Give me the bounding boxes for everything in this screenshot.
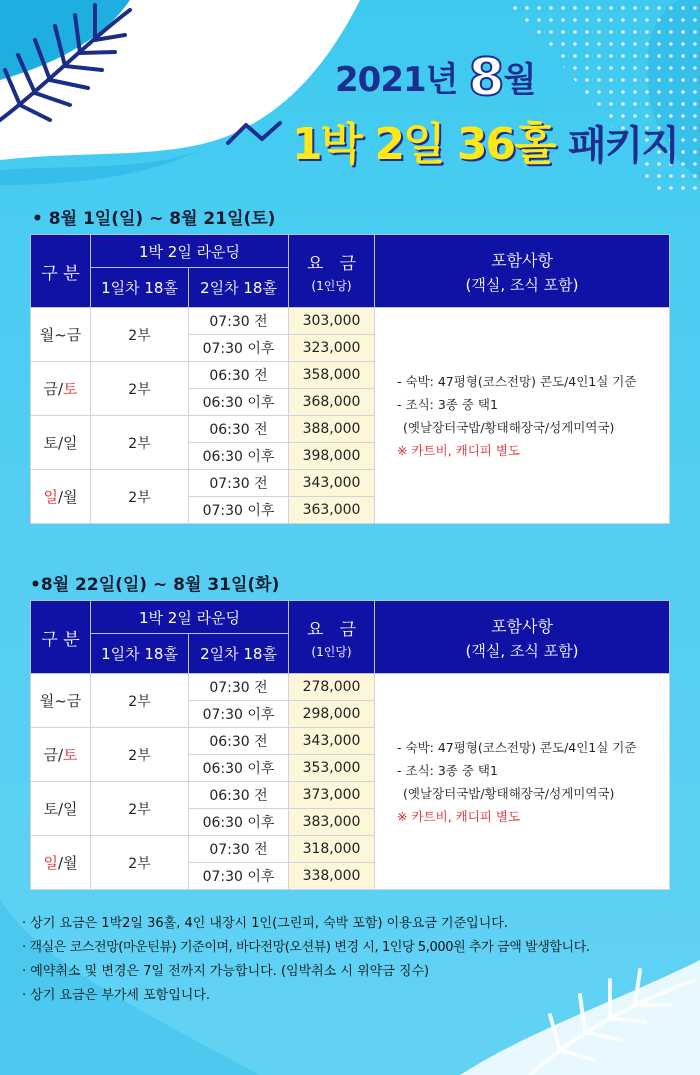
day1-part: 2부	[91, 416, 189, 470]
header-fee-label: 요 금	[306, 253, 357, 274]
day-label-rest: /월	[57, 854, 78, 872]
tee-time: 06:30 이후	[189, 389, 289, 416]
notes-list	[22, 912, 590, 1008]
header-inclusions-label: 포함사항	[491, 616, 553, 636]
inclusion-item: - 숙박: 47평형(코스전망) 콘도/4인1실 기준	[397, 373, 637, 389]
header-fee	[289, 235, 375, 308]
fee-value: 278,000	[289, 674, 375, 701]
fee-value: 318,000	[289, 836, 375, 863]
day1-part: 2부	[91, 470, 189, 524]
header-fee-sub: (1인당)	[311, 644, 352, 659]
inclusion-item: (옛날장터국밥/황태해장국/성게미역국)	[403, 785, 615, 801]
header-category: 구 분	[31, 235, 91, 308]
header-year-line	[335, 48, 535, 108]
year-prefix: 2021년	[335, 60, 458, 100]
day-cell	[31, 362, 91, 416]
inclusion-note: ※ 카트비, 캐디피 별도	[397, 442, 520, 458]
inclusion-note: ※ 카트비, 캐디피 별도	[397, 808, 520, 824]
fee-value: 298,000	[289, 701, 375, 728]
fee-value: 368,000	[289, 389, 375, 416]
tee-time: 06:30 전	[189, 416, 289, 443]
day-label: 토/일	[43, 434, 78, 452]
package-title	[292, 108, 678, 172]
inclusion-item: - 조식: 3종 중 택1	[397, 396, 498, 412]
day-label: 일	[43, 488, 58, 506]
header-inclusions	[375, 601, 670, 674]
inclusion-item: (옛날장터국밥/황태해장국/성게미역국)	[403, 419, 615, 435]
header-day1: 1일차 18홀	[91, 634, 189, 674]
day-label: 월~금	[39, 326, 82, 344]
day-label: 금/	[43, 746, 64, 764]
tee-time: 06:30 이후	[189, 443, 289, 470]
palm-leaf-icon	[0, 0, 160, 160]
header-round: 1박 2일 라운딩	[91, 601, 289, 634]
day-cell	[31, 308, 91, 362]
note-item: · 상기 요금은 부가세 포함입니다.	[22, 988, 211, 1003]
day-cell	[31, 470, 91, 524]
zigzag-arrow-icon	[226, 117, 282, 147]
tee-time: 06:30 전	[189, 782, 289, 809]
header-inclusions-sub: (객실, 조식 포함)	[465, 275, 579, 294]
day-label-rest: /월	[57, 488, 78, 506]
tee-time: 06:30 전	[189, 728, 289, 755]
tee-time: 07:30 이후	[189, 497, 289, 524]
fee-value: 388,000	[289, 416, 375, 443]
fee-value: 353,000	[289, 755, 375, 782]
day-cell	[31, 728, 91, 782]
day-cell	[31, 782, 91, 836]
fee-value: 363,000	[289, 497, 375, 524]
header-inclusions-sub: (객실, 조식 포함)	[465, 641, 579, 660]
fee-value: 383,000	[289, 809, 375, 836]
note-item: · 상기 요금은 1박2일 36홀, 4인 내장시 1인(그린피, 숙박 포함) 이용요금 기준입니다.	[22, 916, 508, 931]
day-label: 금/	[43, 380, 64, 398]
day1-part: 2부	[91, 836, 189, 890]
table-row	[31, 308, 670, 335]
day1-part: 2부	[91, 728, 189, 782]
fee-value: 323,000	[289, 335, 375, 362]
day1-part: 2부	[91, 362, 189, 416]
fee-value: 343,000	[289, 728, 375, 755]
note-item: · 객실은 코스전망(마운틴뷰) 기준이며, 바다전망(오션뷰) 변경 시, 1인당 5,000원 추가 금액 발생합니다.	[22, 940, 590, 955]
dotted-circle-decoration	[163, 40, 203, 80]
day-cell	[31, 674, 91, 728]
header-day2: 2일차 18홀	[189, 268, 289, 308]
day-label: 토/일	[43, 800, 78, 818]
tee-time: 07:30 이후	[189, 701, 289, 728]
header-fee-label: 요 금	[306, 619, 357, 640]
tee-time: 06:30 전	[189, 362, 289, 389]
header-day1: 1일차 18홀	[91, 268, 189, 308]
header-category: 구 분	[31, 601, 91, 674]
tee-time: 07:30 전	[189, 836, 289, 863]
day-label-weekend: 토	[63, 746, 78, 764]
package-title-highlight: 1박 2일 36홀	[292, 119, 555, 170]
day1-part: 2부	[91, 674, 189, 728]
tee-time: 07:30 이후	[189, 863, 289, 890]
day1-part: 2부	[91, 782, 189, 836]
month-number: 8	[468, 48, 504, 108]
day-label: 월~금	[39, 692, 82, 710]
fee-value: 373,000	[289, 782, 375, 809]
day-label: 일	[43, 854, 58, 872]
header-fee-sub: (1인당)	[311, 278, 352, 293]
tee-time: 07:30 전	[189, 674, 289, 701]
day-label-weekend: 토	[63, 380, 78, 398]
package-title-suffix: 패키지	[567, 123, 678, 169]
month-suffix: 월	[503, 60, 536, 100]
section-title-2: •8월 22일(일) ~ 8월 31일(화)	[30, 575, 280, 595]
header-inclusions	[375, 235, 670, 308]
tee-time: 07:30 전	[189, 470, 289, 497]
note-item: · 예약취소 및 변경은 7일 전까지 가능합니다. (임박취소 시 위약금 징수)	[22, 964, 430, 979]
fee-value: 303,000	[289, 308, 375, 335]
tee-time: 07:30 전	[189, 308, 289, 335]
tee-time: 07:30 이후	[189, 335, 289, 362]
fee-value: 398,000	[289, 443, 375, 470]
header-fee	[289, 601, 375, 674]
tee-time: 06:30 이후	[189, 809, 289, 836]
tee-time: 06:30 이후	[189, 755, 289, 782]
day-cell	[31, 416, 91, 470]
inclusion-item: - 숙박: 47평형(코스전망) 콘도/4인1실 기준	[397, 739, 637, 755]
price-table-1	[30, 234, 670, 524]
price-table-2	[30, 600, 670, 890]
inclusion-item: - 조식: 3종 중 택1	[397, 762, 498, 778]
header-day2: 2일차 18홀	[189, 634, 289, 674]
header-inclusions-label: 포함사항	[491, 250, 553, 270]
inclusions-cell	[375, 674, 670, 890]
section-title-1: • 8월 1일(일) ~ 8월 21일(토)	[32, 209, 276, 229]
table-row	[31, 674, 670, 701]
day-cell	[31, 836, 91, 890]
fee-value: 358,000	[289, 362, 375, 389]
fee-value: 343,000	[289, 470, 375, 497]
inclusions-cell	[375, 308, 670, 524]
header-round: 1박 2일 라운딩	[91, 235, 289, 268]
day1-part: 2부	[91, 308, 189, 362]
fee-value: 338,000	[289, 863, 375, 890]
